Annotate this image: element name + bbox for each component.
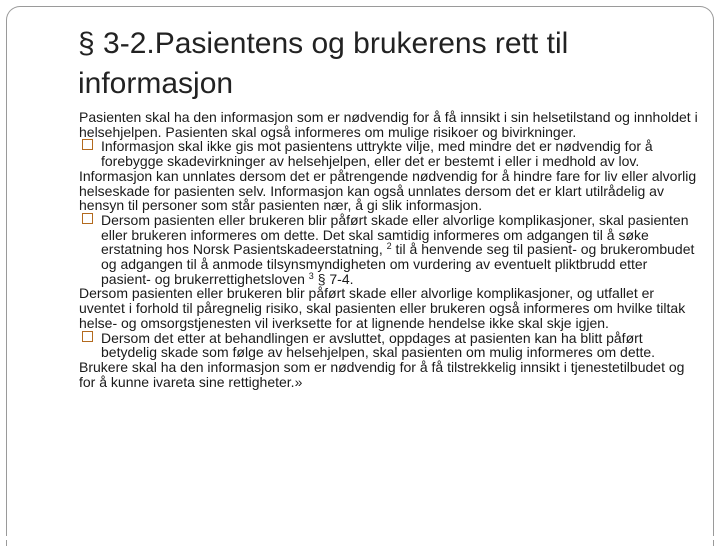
slide-title: § 3-2.Pasientens og brukerens rett til informasjon (78, 27, 569, 100)
bullet-text-3: Dersom det etter at behandlingen er avsluttet, oppdages at pasienten kan ha blitt påført betydelig skade som følge av helsehjelpen, skal pasienten om mulig informeres om dette. (101, 329, 656, 361)
square-bullet-icon (82, 331, 93, 342)
footnote-ref-3: 3 (308, 270, 314, 281)
footnote-ref-2: 2 (386, 241, 392, 252)
square-bullet-icon (82, 139, 93, 150)
bullet-text-1: Informasjon skal ikke gis mot pasientens uttrykte vilje, med mindre det er nødvendig for å forebygge skadevirkninger av helsehjelpen, eller det er bestemt i eller i medhold av lov. (101, 138, 653, 170)
paragraph-3: Dersom pasienten eller brukeren blir påført skade eller alvorlige komplikasjoner, og utfallet er uventet i forhold til påregnelig risiko, skal pasienten eller brukeren også informeres om hvilke tiltak helse- og omsorgstjenesten vil iverksette for at lignende hendelse ikke skal skje igjen. (79, 285, 686, 331)
bottom-clip (0, 536, 720, 540)
paragraph-4: Brukere skal ha den informasjon som er nødvendig for å få tilstrekkelig innsikt i tjenestetilbudet og for å kunne ivareta sine rettigheter.» (79, 358, 685, 390)
bullet-item-1 (79, 139, 699, 168)
bullet-text-2b: til å henvende seg til pasient- og brukerombudet og adgangen til å anmode tilsynsmyndigheten om vurdering av eventuelt pliktbrudd etter pasient- og brukerrettighetsloven (101, 241, 695, 287)
bullet-item-2 (79, 213, 699, 287)
square-bullet-icon (82, 213, 93, 224)
bullet-text-2c: § 7-4. (317, 270, 354, 287)
slide-body (79, 110, 699, 389)
bullet-text-2a: Dersom pasienten eller brukeren blir påført skade eller alvorlige komplikasjoner, skal pasienten eller brukeren informeres om dette. Det skal samtidig informeres om adgangen til å søke erstatning hos Norsk Pasientskadeerstatning, (101, 211, 689, 258)
paragraph-2: Informasjon kan unnlates dersom det er påtrengende nødvendig for å hindre fare for liv eller alvorlig helseskade for pasienten selv. Informasjon kan også unnlates dersom det er klart utilrådelig av hensyn til personer som står pasienten nær, å gi slik informasjon. (79, 167, 697, 214)
paragraph-1: Pasienten skal ha den informasjon som er nødvendig for å få innsikt i sin helsetilstand og innholdet i helsehjelpen. Pasienten skal også informeres om mulige risikoer og bivirkninger. (79, 109, 698, 140)
bullet-item-3 (79, 331, 699, 360)
